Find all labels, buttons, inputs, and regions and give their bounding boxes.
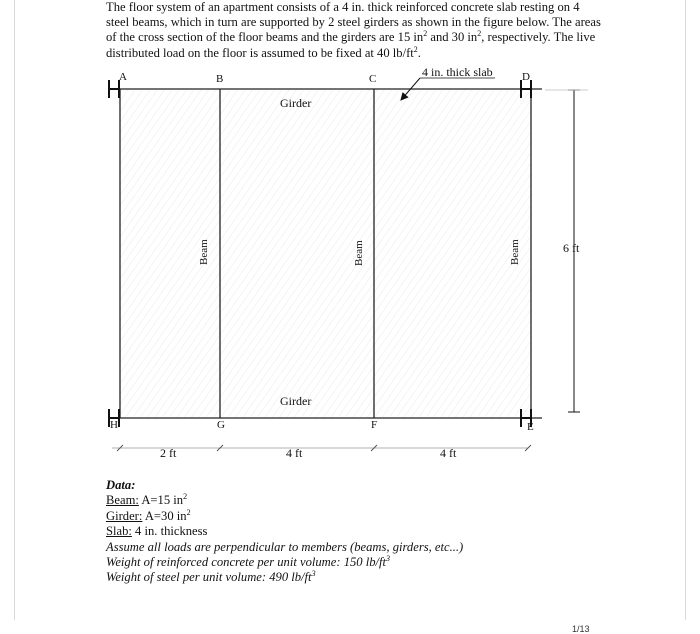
data-note-3-sup: 3 [311,569,316,579]
point-label-c: C [369,73,377,85]
intro-text-2: and 30 in [427,30,478,45]
data-section [106,478,463,586]
beam-label-1: Beam [198,239,210,265]
point-label-a: A [119,71,127,83]
intro-sup-1: 2 [423,29,428,39]
point-label-h: H [110,419,118,431]
slab-hatch [120,90,531,417]
beam-label-3: Beam [509,239,521,265]
data-slab-row [106,524,463,539]
data-girder-value: A=30 in [142,508,187,523]
intro-text-3: , respectively. The live distributed load on the floor is assumed to be fixed at 40 lb/ft [106,30,596,60]
intro-sup-3: 2 [413,44,418,54]
data-heading: Data: [106,478,136,492]
point-label-g: G [217,419,225,431]
intro-sup-2: 2 [477,29,482,39]
data-beam-sup: 2 [183,492,188,502]
point-label-b: B [216,73,224,85]
data-note-2-row [106,555,463,570]
page-number: 1/13 [572,624,590,634]
data-beam-value: A=15 in [138,493,184,508]
data-note-1: Assume all loads are perpendicular to members (beams, girders, etc...) [106,539,464,554]
slab-label: 4 in. thick slab [422,65,493,79]
data-slab-value: 4 in. thickness [131,524,208,539]
beam-label-2: Beam [353,240,365,266]
span-label-2: 4 ft [286,446,303,460]
data-beam-label: Beam: [106,493,139,508]
intro-text-1: The floor system of an apartment consists of a 4 in. thick reinforced concrete slab resting on 4 steel beams, which in turn are supported by 2 steel girders as shown in the figure below. The areas of the cross section of the floor beams and the girders are 15 in [106,0,601,45]
girder-label-bottom: Girder [280,394,312,408]
data-girder-label: Girder: [106,508,143,523]
girder-label-top: Girder [280,96,312,110]
point-label-d: D [522,71,530,83]
height-dimension-label: 6 ft [563,241,580,255]
data-girder-row [106,509,463,524]
i-section-a [109,80,119,98]
data-girder-sup: 2 [186,507,191,517]
span-label-3: 4 ft [440,446,457,460]
data-note-3: Weight of steel per unit volume: 490 lb/ft [106,570,312,585]
data-note-2-sup: 3 [386,553,391,563]
span-label-1: 2 ft [160,446,177,460]
data-beam-row [106,493,463,508]
data-note-2: Weight of reinforced concrete per unit volume: 150 lb/ft [106,555,387,570]
data-note-3-row [106,570,463,585]
point-label-f: F [371,419,378,431]
intro-text-4: . [417,45,421,60]
data-slab-label: Slab: [106,524,132,539]
point-label-e: E [527,421,534,433]
